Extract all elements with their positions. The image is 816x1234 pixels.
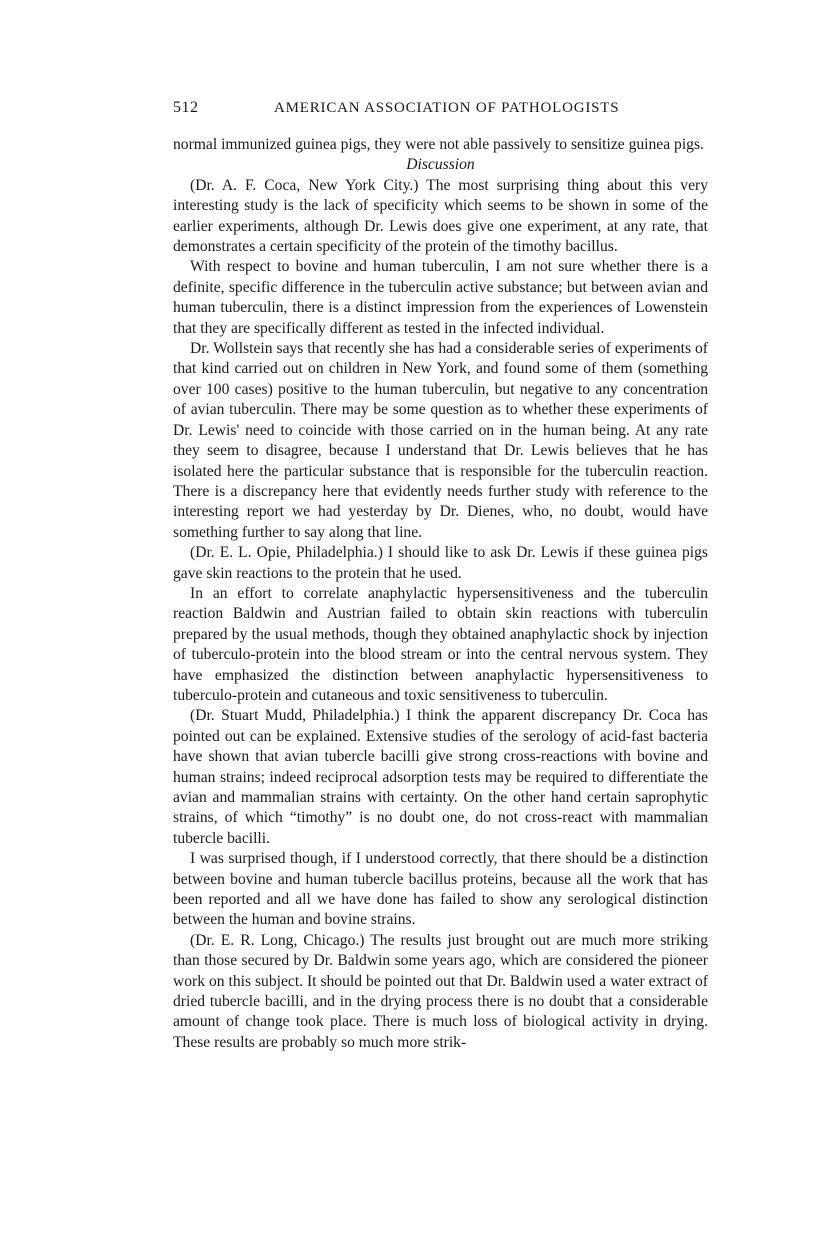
paragraph-long: (Dr. E. R. Long, Chicago.) The results just brought out are much more striking than those secured by Dr. Baldwin some years ago, which are considered the pioneer work on this subject. It should be pointed out that Dr. Baldwin used a water extract of dried tubercle bacilli, and in the drying process there is no doubt that a considerable amount of change took place. There is much loss of biological activity in drying. These results are probably so much more strik- [173, 931, 708, 1051]
running-header [173, 98, 708, 118]
page-number: 512 [173, 99, 199, 116]
section-heading-discussion: Discussion [406, 156, 475, 174]
paragraph-wollstein: Dr. Wollstein says that recently she has had a considerable series of experiments of that kind carried out on children in New York, and found some of them (something over 100 cases) positive to the human tuberculin, but negative to any concentration of avian tuberculin. There may be some question as to whether these experiments of Dr. Lewis' need to coincide with those carried on in the human being. At any rate they seem to disagree, because I understand that Dr. Lewis believes that he has isolated here the particular substance that is responsible for the tuberculin reaction. There is a discrepancy here that evidently needs further study with reference to the interesting report we had yesterday by Dr. Dienes, who, no doubt, would have something further to say along that line. [173, 340, 708, 541]
paragraph-coca: (Dr. A. F. Coca, New York City.) The most surprising thing about this very interesting study is the lack of specificity which seems to be shown in some of the earlier experiments, although Dr. Lewis does give one experiment, at any rate, that demonstrates a certain specificity of the protein of the timothy bacillus. [173, 176, 708, 256]
document-page [173, 98, 708, 1053]
paragraph-baldwin-austrian: In an effort to correlate anaphylactic hypersensitiveness and the tuberculin reaction Baldwin and Austrian failed to obtain skin reactions with tuberculin prepared by the usual methods, though they obtained anaphylactic shock by injection of tuberculo-protein into the blood stream or into the central nervous system. They have emphasized the distinction between anaphylactic hypersensitiveness to tuberculo-protein and cutaneous and toxic sensitiveness to tuberculin. [173, 584, 708, 704]
journal-title: AMERICAN ASSOCIATION OF PATHOLOGISTS [274, 100, 620, 116]
paragraph-tuberculin: With respect to bovine and human tuberculin, I am not sure whether there is a definite, specific difference in the tuberculin active substance; but between avian and human tuberculin, there is a distinct impression from the experiences of Lowenstein that they are specifically different as tested in the infected individual. [173, 258, 708, 337]
article-body [173, 135, 708, 1053]
paragraph-mudd: (Dr. Stuart Mudd, Philadelphia.) I think the apparent discrepancy Dr. Coca has pointed out can be explained. Extensive studies of the serology of acid-fast bacteria have shown that avian tubercle bacilli give strong cross-reactions with bovine and human strains; indeed reciprocal adsorption tests may be required to differentiate the avian and mammalian strains with certainty. On the other hand certain saprophytic strains, of which “timothy” is no doubt one, do not cross-react with mammalian tubercle bacilli. [173, 707, 708, 847]
paragraph-mudd-continued: I was surprised though, if I understood correctly, that there should be a distinction between bovine and human tubercle bacillus proteins, because all the work that has been reported and all we have done has failed to show any serological distinction between the human and bovine strains. [173, 850, 708, 929]
paragraph-opie: (Dr. E. L. Opie, Philadelphia.) I should like to ask Dr. Lewis if these guinea pigs gave skin reactions to the protein that he used. [173, 544, 708, 582]
opening-paragraph: normal immunized guinea pigs, they were not able passively to sensitize guinea pigs. [173, 136, 704, 153]
